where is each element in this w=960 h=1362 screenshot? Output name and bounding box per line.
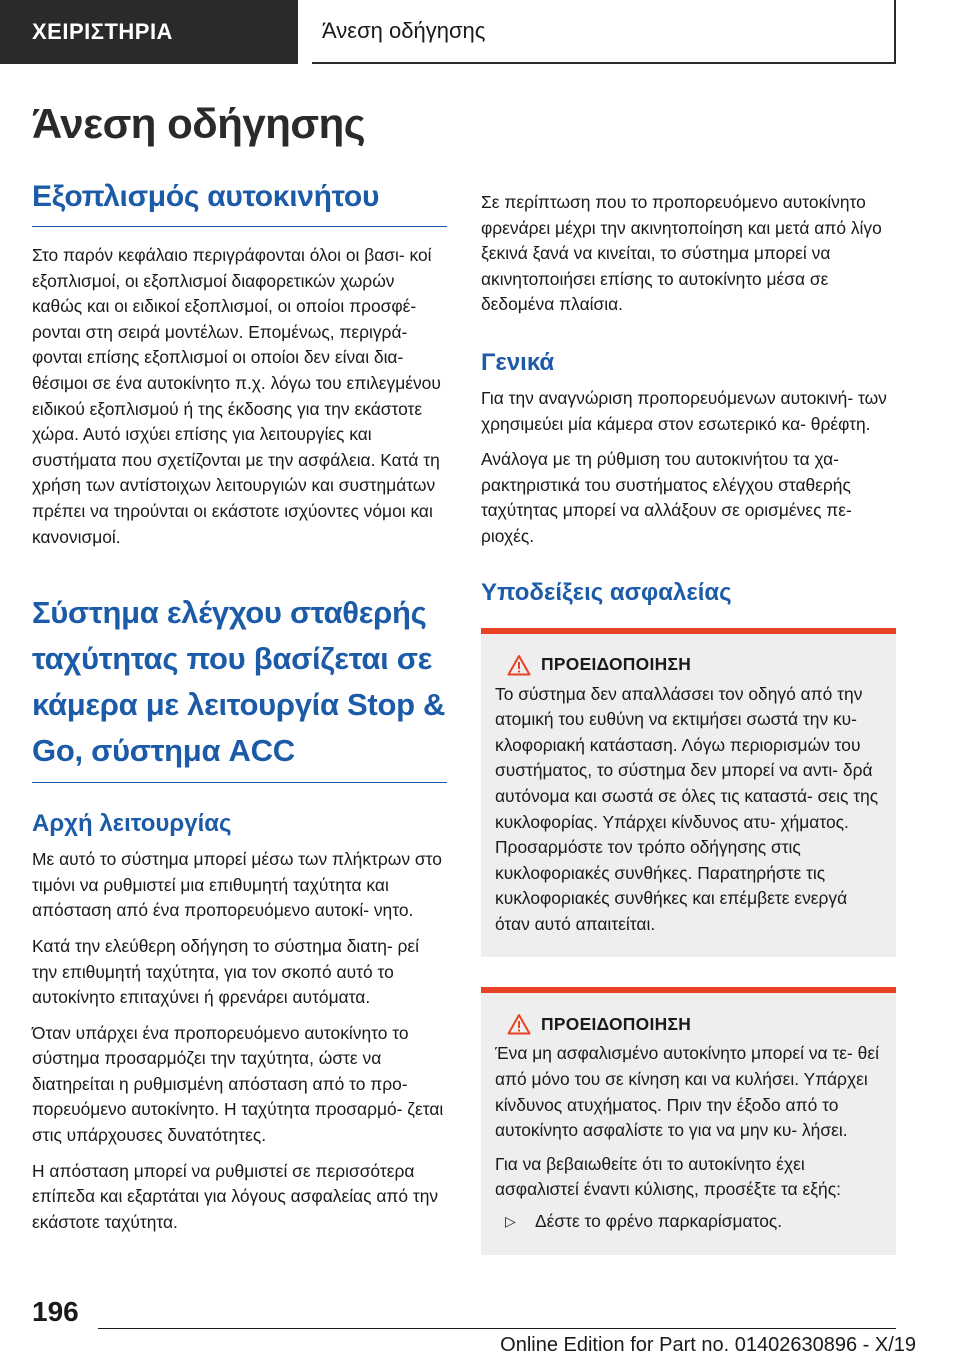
warning-label: ΠΡΟΕΙΔΟΠΟΙΗΣΗ [541, 654, 692, 675]
general-paragraph-1: Για την αναγνώριση προπορευόμενων αυτοκινή‐ των χρησιμεύει μία κάμερα στον εσωτερικό κα‐ θρέφτη. [481, 387, 887, 434]
chapter-tab [312, 0, 896, 64]
list-item-text: Δέστε το φρένο παρκαρίσματος. [535, 1211, 783, 1232]
general-paragraph-2: Ανάλογα με τη ρύθμιση του αυτοκινήτου τα χα‐ ρακτηριστικά του συστήματος ελέγχου σταθερής ταχύτητας μπορεί να αλλάξουν σε ορισμένες πε‐ ριοχές. [481, 449, 852, 546]
warning-box-1 [481, 628, 896, 958]
page-number: 196 [32, 1296, 79, 1327]
principle-paragraph-3: Όταν υπάρχει ένα προπορευόμενο αυτοκίνητο το σύστημα προσαρμόζει την ταχύτητα, ώστε να διατηρείται η ρυθμισμένη απόσταση από το προ‐ πορευόμενο αυτοκίνητο. Η ταχύτητα προσαρμό‐ ζεται στις υπάρχουσες δυνατότητες. [32, 1022, 444, 1146]
equipment-heading: Εξοπλισμός αυτοκινήτου [32, 178, 447, 227]
chapter-label: Άνεση οδήγησης [322, 18, 486, 43]
right-column [481, 190, 896, 1255]
page-title: Άνεση οδήγησης [32, 100, 366, 147]
warning-header [495, 1013, 880, 1035]
edition-footer: Online Edition for Part no. 01402630896 - X/19 [500, 1334, 916, 1356]
intro-paragraph: Σε περίπτωση που το προπορευόμενο αυτοκίνητο φρενάρει μέχρι την ακινητοποίηση και μετά από λίγο ξεκινά ξανά να κινείται, το σύστημα μπορεί να ακινητοποιήσει επίσης το αυτοκίνητο μέσα σε δεδομένα πλαίσια. [481, 192, 882, 315]
warning-text: Το σύστημα δεν απαλλάσσει τον οδηγό από την ατομική του ευθύνη να εκτιμήσει σωστά την κυ‐ κλοφοριακή κατάσταση. Λόγω περιορισμών του συστήματος, το σύστημα δεν μπορεί να αντι‐ δρά αυτόνομα και σωστά σε όλες τις καταστά‐ σεις της κυκλοφορίας. Υπάρχει κίνδυνος ατυ‐ χήματος. Προσαρμόστε τον τρόπο οδήγησης στις κυκλοφοριακές συνθήκες. Παρατηρήστε τις κυκλοφοριακές συνθήκες και επέμβετε ενεργά όταν αυτό απαιτείται. [495, 683, 879, 934]
list-item [495, 1209, 880, 1235]
warning-triangle-icon [507, 654, 531, 676]
system-heading: Σύστημα ελέγχου σταθερής ταχύτητας που βασίζεται σε κάμερα με λειτουργία Stop & Go, σύστημα ACC [32, 590, 447, 783]
section-tab [0, 0, 298, 64]
principle-paragraph-1: Με αυτό το σύστημα μπορεί μέσω των πλήκτρων στο τιμόνι να ρυθμιστεί μια επιθυμητή ταχύτητα και απόσταση από ένα προπορευόμενο αυτοκί‐ νητο. [32, 849, 442, 921]
warning-box-2 [481, 987, 896, 1254]
warning-text: Ένα μη ασφαλισμένο αυτοκίνητο μπορεί να τε‐ θεί από μόνο του σε κίνηση και να κυλήσει. Υπάρχει κίνδυνος ατυχήματος. Πριν την έξοδο από το αυτοκίνητο ασφαλίστε το για να μην κυ‐ λήσει. [495, 1043, 879, 1141]
triangle-bullet-icon: ▷ [505, 1213, 516, 1230]
principle-paragraph-2: Κατά την ελεύθερη οδήγηση το σύστημα διατη‐ ρεί την επιθυμητή ταχύτητα, για τον σκοπό αυτό το αυτοκίνητο επιταχύνει ή φρενάρει αυτόματα. [32, 935, 420, 1008]
principle-paragraph-4: Η απόσταση μπορεί να ρυθμιστεί σε περισσότερα επίπεδα και εξαρτάται για λόγους ασφαλείας από την εκάστοτε ταχύτητα. [32, 1160, 439, 1232]
safety-heading: Υποδείξεις ασφαλείας [481, 578, 732, 606]
warning-header [495, 654, 880, 676]
left-column [32, 178, 447, 1235]
section-label: ΧΕΙΡΙΣΤΗΡΙΑ [32, 19, 173, 44]
footer-divider [98, 1328, 896, 1329]
principle-heading: Αρχή λειτουργίας [32, 810, 232, 838]
general-heading: Γενικά [481, 348, 555, 376]
warning-label: ΠΡΟΕΙΔΟΠΟΙΗΣΗ [541, 1013, 692, 1034]
equipment-text: Στο παρόν κεφάλαιο περιγράφονται όλοι οι βασι‐ κοί εξοπλισμοί, οι εξοπλισμοί διαφορετικών χωρών καθώς και οι ειδικοί εξοπλισμοί, οι οποίοι προσφέ‐ ρονται στη σειρά μοντέλων. Επομένως, περιγρά‐ φονται επίσης εξοπλισμοί οι οποίοι δεν είναι δια‐ θέσιμοι σε ένα αυτοκίνητο π.χ. λόγω του επιλεγμένου ειδικού εξοπλισμού ή της έκδοσης για την εκάστοτε χώρα. Αυτό ισχύει επίσης για λειτουργίες και συστήματα που σχετίζονται με την ασφάλεια. Κατά τη χρήση των αντίστοιχων λειτουργιών και συστημάτων πρέπει να τηρούνται οι εκάστοτε ισχύοντες νόμοι και κανονισμοί. [32, 245, 441, 547]
warning-text-2: Για να βεβαιωθείτε ότι το αυτοκίνητο έχει ασφαλιστεί έναντι κύλισης, προσέξτε τα εξής: [495, 1153, 841, 1200]
warning-triangle-icon [507, 1013, 531, 1035]
